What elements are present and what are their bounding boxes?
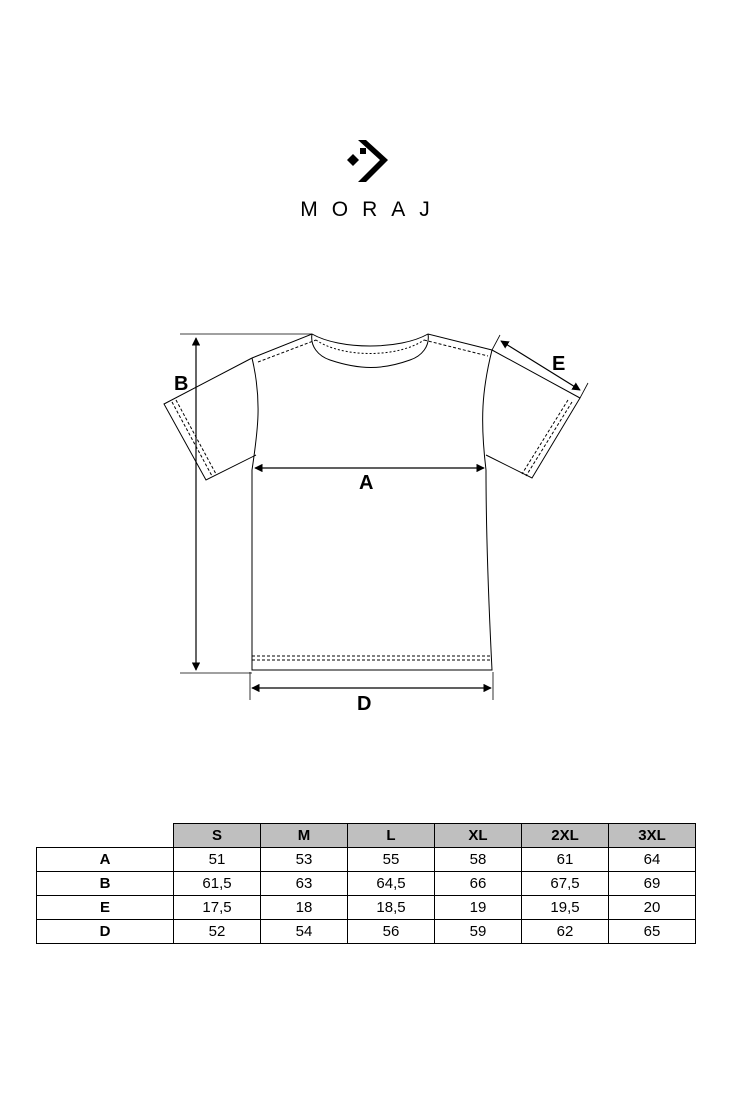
size-header-l: L bbox=[348, 824, 435, 848]
moraj-logo-icon bbox=[340, 134, 392, 186]
row-label-b: B bbox=[37, 872, 174, 896]
size-table bbox=[36, 823, 696, 944]
table-cell: 56 bbox=[348, 920, 435, 944]
table-cell: 17,5 bbox=[174, 896, 261, 920]
table-row bbox=[37, 872, 696, 896]
table-cell: 63 bbox=[261, 872, 348, 896]
table-row bbox=[37, 848, 696, 872]
table-cell: 65 bbox=[609, 920, 696, 944]
tshirt-outline bbox=[164, 334, 580, 670]
table-cell: 64 bbox=[609, 848, 696, 872]
table-cell: 53 bbox=[261, 848, 348, 872]
brand-name: MORAJ bbox=[300, 198, 444, 221]
row-label-d: D bbox=[37, 920, 174, 944]
size-header-s: S bbox=[174, 824, 261, 848]
table-cell: 19 bbox=[435, 896, 522, 920]
table-cell: 52 bbox=[174, 920, 261, 944]
table-cell: 18,5 bbox=[348, 896, 435, 920]
table-cell: 59 bbox=[435, 920, 522, 944]
label-d: D bbox=[357, 693, 372, 715]
table-cell: 58 bbox=[435, 848, 522, 872]
table-cell: 20 bbox=[609, 896, 696, 920]
label-b: B bbox=[174, 373, 189, 395]
table-cell: 64,5 bbox=[348, 872, 435, 896]
label-e: E bbox=[552, 353, 566, 375]
table-cell: 55 bbox=[348, 848, 435, 872]
size-header-m: M bbox=[261, 824, 348, 848]
row-label-e: E bbox=[37, 896, 174, 920]
size-header-2xl: 2XL bbox=[522, 824, 609, 848]
size-header-xl: XL bbox=[435, 824, 522, 848]
row-label-a: A bbox=[37, 848, 174, 872]
size-header-row bbox=[37, 824, 696, 848]
table-row bbox=[37, 920, 696, 944]
table-cell: 69 bbox=[609, 872, 696, 896]
table-cell: 67,5 bbox=[522, 872, 609, 896]
size-header-3xl: 3XL bbox=[609, 824, 696, 848]
measure-arrow-e bbox=[501, 341, 580, 390]
table-cell: 62 bbox=[522, 920, 609, 944]
table-cell: 51 bbox=[174, 848, 261, 872]
table-cell: 66 bbox=[435, 872, 522, 896]
table-cell: 18 bbox=[261, 896, 348, 920]
table-cell: 54 bbox=[261, 920, 348, 944]
table-cell: 61 bbox=[522, 848, 609, 872]
header-blank-cell bbox=[37, 824, 174, 848]
label-a: A bbox=[359, 472, 374, 494]
table-cell: 19,5 bbox=[522, 896, 609, 920]
table-cell: 61,5 bbox=[174, 872, 261, 896]
table-row bbox=[37, 896, 696, 920]
measure-lines bbox=[180, 334, 588, 700]
